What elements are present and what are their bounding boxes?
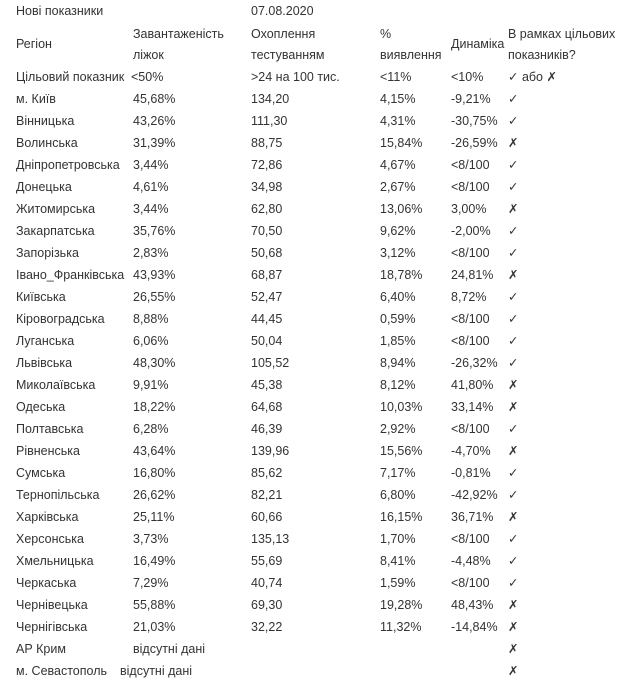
target-status: ✗	[508, 136, 519, 150]
dynamics-value: <8/100	[451, 180, 490, 194]
coverage-value: 135,13	[251, 532, 290, 546]
coverage-value: 111,30	[251, 114, 288, 128]
table-date: 07.08.2020	[251, 4, 314, 18]
detection-value: 2,67%	[380, 180, 416, 194]
target-status: ✓	[508, 466, 519, 480]
target-status: ✓	[508, 114, 519, 128]
region-name: Луганська	[16, 334, 75, 348]
detection-value: 11,32%	[380, 620, 422, 634]
region-name: Сумська	[16, 466, 66, 480]
bed-load-value: 16,49%	[133, 554, 176, 568]
detection-value: 8,94%	[380, 356, 416, 370]
bed-load-value: 3,44%	[133, 202, 169, 216]
dynamics-value: 36,71%	[451, 510, 494, 524]
region-name: Чернігівська	[16, 620, 88, 634]
header-detection-rate: % виявлення	[380, 27, 442, 62]
target-status: ✗	[508, 598, 519, 612]
detection-value: 2,92%	[380, 422, 416, 436]
region-name: Донецька	[16, 180, 72, 194]
region-name: Вінницька	[16, 114, 75, 128]
coverage-value: 62,80	[251, 202, 283, 216]
detection-value: 18,78%	[380, 268, 423, 282]
bed-load-value: 45,68%	[133, 92, 176, 106]
region-name: Тернопільська	[16, 488, 100, 502]
bed-load-value: відсутні дані	[120, 664, 193, 678]
bed-load-value: 6,28%	[133, 422, 169, 436]
target-bed-load: <50%	[131, 70, 164, 84]
detection-value: 15,56%	[380, 444, 423, 458]
detection-value: 10,03%	[380, 400, 423, 414]
target-status: ✗	[508, 510, 519, 524]
detection-value: 6,80%	[380, 488, 416, 502]
header-dynamics: Динаміка	[451, 37, 505, 51]
coverage-value: 60,66	[251, 510, 283, 524]
target-check: ✓ або ✗	[508, 70, 557, 84]
header-test-coverage: Охоплення тестуванням	[251, 27, 325, 62]
detection-value: 7,17%	[380, 466, 416, 480]
detection-value: 16,15%	[380, 510, 423, 524]
dynamics-value: -26,32%	[451, 356, 498, 370]
coverage-value: 72,86	[251, 158, 283, 172]
dynamics-value: <8/100	[451, 246, 490, 260]
target-status: ✓	[508, 92, 519, 106]
detection-value: 8,12%	[380, 378, 416, 392]
dynamics-value: -4,70%	[451, 444, 491, 458]
dynamics-value: -0,81%	[451, 466, 491, 480]
target-status: ✓	[508, 488, 519, 502]
bed-load-value: 8,88%	[133, 312, 169, 326]
coverage-value: 55,69	[251, 554, 283, 568]
target-status: ✓	[508, 334, 519, 348]
target-status: ✓	[508, 180, 519, 194]
target-status: ✓	[508, 224, 519, 238]
region-name: Харківська	[16, 510, 79, 524]
coverage-value: 44,45	[251, 312, 283, 326]
region-name: Одеська	[16, 400, 66, 414]
region-name: Хмельницька	[16, 554, 94, 568]
header-bed-load: Завантаженість ліжок	[133, 27, 224, 62]
target-status: ✓	[508, 246, 519, 260]
region-name: Івано_Франківська	[16, 268, 125, 282]
dynamics-value: -42,92%	[451, 488, 498, 502]
region-name: Херсонська	[16, 532, 84, 546]
bed-load-value: 43,64%	[133, 444, 176, 458]
coverage-value: 85,62	[251, 466, 283, 480]
detection-value: 4,31%	[380, 114, 416, 128]
coverage-value: 34,98	[251, 180, 283, 194]
target-row-label: Цільовий показник	[16, 70, 125, 84]
coverage-value: 105,52	[251, 356, 290, 370]
target-status: ✗	[508, 444, 519, 458]
dynamics-value: -2,00%	[451, 224, 491, 238]
target-status: ✓	[508, 158, 519, 172]
dynamics-value: -30,75%	[451, 114, 498, 128]
detection-value: 13,06%	[380, 202, 423, 216]
detection-value: 4,15%	[380, 92, 416, 106]
coverage-value: 40,74	[251, 576, 283, 590]
coverage-value: 45,38	[251, 378, 283, 392]
coverage-value: 64,68	[251, 400, 283, 414]
region-name: Київська	[16, 290, 66, 304]
bed-load-value: 21,03%	[133, 620, 176, 634]
region-name: Чернівецька	[16, 598, 88, 612]
bed-load-value: 3,44%	[133, 158, 169, 172]
bed-load-value: 9,91%	[133, 378, 169, 392]
coverage-value: 69,30	[251, 598, 283, 612]
detection-value: 19,28%	[380, 598, 423, 612]
dynamics-value: <8/100	[451, 532, 490, 546]
region-name: м. Севастополь	[16, 664, 108, 678]
detection-value: 1,59%	[380, 576, 416, 590]
target-status: ✗	[508, 378, 519, 392]
dynamics-value: 8,72%	[451, 290, 487, 304]
dynamics-value: <8/100	[451, 576, 490, 590]
bed-load-value: 48,30%	[133, 356, 176, 370]
coverage-value: 50,68	[251, 246, 283, 260]
target-detection: <11%	[380, 70, 412, 84]
detection-value: 9,62%	[380, 224, 416, 238]
detection-value: 8,41%	[380, 554, 416, 568]
bed-load-value: 26,55%	[133, 290, 176, 304]
bed-load-value: 43,26%	[133, 114, 176, 128]
dynamics-value: <8/100	[451, 158, 490, 172]
target-status: ✗	[508, 642, 519, 656]
coverage-value: 46,39	[251, 422, 283, 436]
bed-load-value: 18,22%	[133, 400, 176, 414]
header-region: Регіон	[16, 37, 52, 51]
coverage-value: 70,50	[251, 224, 283, 238]
dynamics-value: -26,59%	[451, 136, 498, 150]
target-status: ✓	[508, 532, 519, 546]
dynamics-value: 33,14%	[451, 400, 494, 414]
dynamics-value: <8/100	[451, 422, 490, 436]
detection-value: 15,84%	[380, 136, 423, 150]
target-status: ✗	[508, 268, 519, 282]
table-title: Нові показники	[16, 4, 104, 18]
bed-load-value: 7,29%	[133, 576, 169, 590]
region-name: АР Крим	[16, 642, 66, 656]
bed-load-value: 26,62%	[133, 488, 176, 502]
bed-load-value: 4,61%	[133, 180, 169, 194]
region-name: Запорізька	[16, 246, 79, 260]
region-name: Житомирська	[16, 202, 96, 216]
bed-load-value: відсутні дані	[133, 642, 206, 656]
bed-load-value: 31,39%	[133, 136, 176, 150]
target-status: ✓	[508, 422, 519, 436]
bed-load-value: 3,73%	[133, 532, 169, 546]
bed-load-value: 2,83%	[133, 246, 169, 260]
target-status: ✓	[508, 290, 519, 304]
region-name: Черкаська	[16, 576, 77, 590]
region-name: Кіровоградська	[16, 312, 105, 326]
coverage-value: 88,75	[251, 136, 283, 150]
bed-load-value: 25,11%	[133, 510, 175, 524]
region-name: Львівська	[16, 356, 73, 370]
coverage-value: 134,20	[251, 92, 290, 106]
header-target-check: В рамках цільових показників?	[508, 27, 616, 62]
coverage-value: 139,96	[251, 444, 290, 458]
bed-load-value: 6,06%	[133, 334, 169, 348]
dynamics-value: 24,81%	[451, 268, 494, 282]
dynamics-value: 3,00%	[451, 202, 487, 216]
target-status: ✗	[508, 202, 519, 216]
target-status: ✓	[508, 576, 519, 590]
detection-value: 3,12%	[380, 246, 416, 260]
target-status: ✗	[508, 620, 519, 634]
coverage-value: 82,21	[251, 488, 283, 502]
region-name: Закарпатська	[16, 224, 95, 238]
coverage-value: 52,47	[251, 290, 283, 304]
region-name: Миколаївська	[16, 378, 96, 392]
region-name: Рівненська	[16, 444, 80, 458]
bed-load-value: 35,76%	[133, 224, 176, 238]
detection-value: 1,70%	[380, 532, 416, 546]
coverage-value: 32,22	[251, 620, 283, 634]
dynamics-value: -14,84%	[451, 620, 498, 634]
dynamics-value: -9,21%	[451, 92, 491, 106]
detection-value: 1,85%	[380, 334, 416, 348]
target-status: ✓	[508, 312, 519, 326]
detection-value: 0,59%	[380, 312, 416, 326]
coverage-value: 50,04	[251, 334, 283, 348]
bed-load-value: 16,80%	[133, 466, 176, 480]
region-name: м. Київ	[16, 92, 56, 106]
target-status: ✗	[508, 664, 519, 678]
bed-load-value: 43,93%	[133, 268, 176, 282]
dynamics-value: <8/100	[451, 312, 490, 326]
dynamics-value: 41,80%	[451, 378, 494, 392]
region-name: Полтавська	[16, 422, 84, 436]
bed-load-value: 55,88%	[133, 598, 176, 612]
target-status: ✓	[508, 554, 519, 568]
target-coverage: >24 на 100 тис.	[251, 70, 340, 84]
region-name: Волинська	[16, 136, 78, 150]
detection-value: 6,40%	[380, 290, 416, 304]
target-dynamics: <10%	[451, 70, 484, 84]
coverage-value: 68,87	[251, 268, 283, 282]
detection-value: 4,67%	[380, 158, 416, 172]
dynamics-value: <8/100	[451, 334, 490, 348]
dynamics-value: -4,48%	[451, 554, 491, 568]
target-status: ✓	[508, 356, 519, 370]
region-name: Дніпропетровська	[16, 158, 120, 172]
target-status: ✗	[508, 400, 519, 414]
dynamics-value: 48,43%	[451, 598, 494, 612]
